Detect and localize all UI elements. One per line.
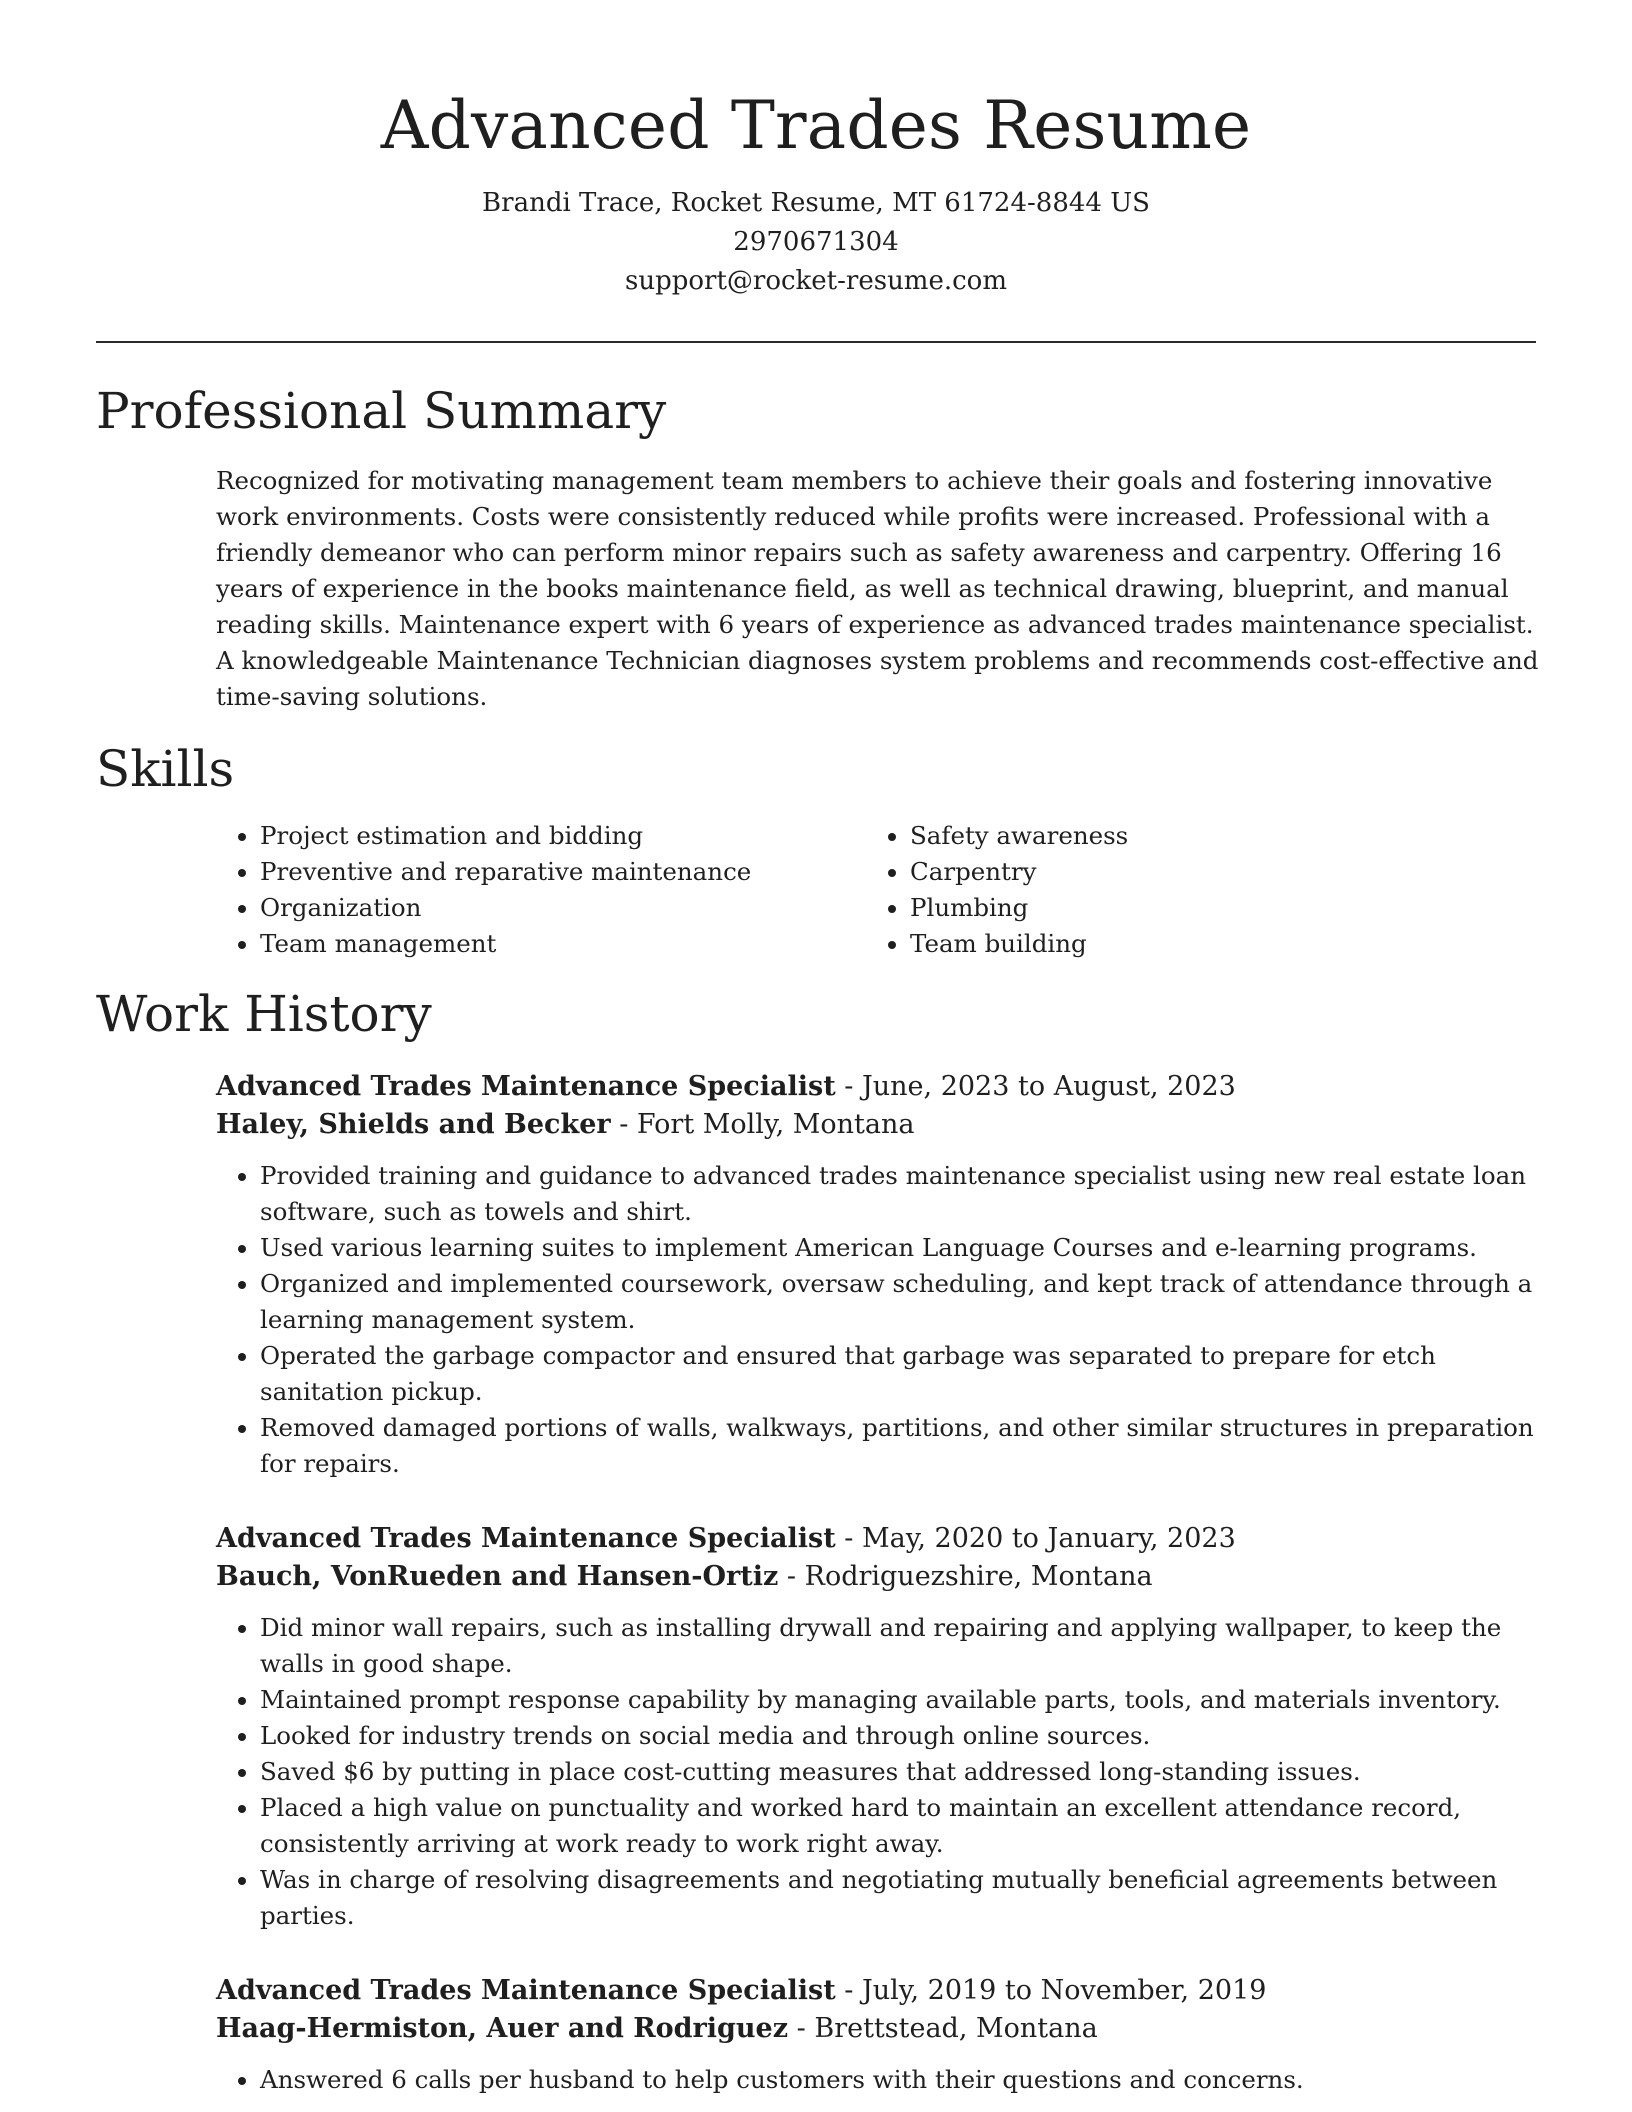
job-title-line [216,1972,1546,2010]
job-location: - Rodriguezshire, Montana [778,1561,1153,1592]
job-duty: • Placed a high value on punctuality and worked hard to maintain an excellent attendance record, consistently arriving at work ready to work right away. [260,1790,1546,1862]
skill-item: • Team management [260,926,866,962]
job-duties [216,1610,1546,1934]
job-company: Haley, Shields and Becker [216,1109,611,1140]
job-duty: • Saved $6 by putting in place cost-cutting measures that addressed long-standing issues. [260,1754,1546,1790]
job-dates: - May, 2020 to January, 2023 [835,1523,1236,1554]
skills-heading: Skills [96,740,235,798]
skill-item: • Plumbing [910,890,1516,926]
skill-item: • Carpentry [910,854,1516,890]
summary-heading: Professional Summary [96,382,667,440]
summary-text: Recognized for motivating management team members to achieve their goals and fostering innovative work environments. Costs were consistently reduced while profits were increased. Professional with a friendly demeanor who can perform minor repairs such as safety awareness and carpentry. Offering 16 years of experience in the books maintenance field, as well as technical drawing, blueprint, and manual reading skills. Maintenance expert with 6 years of experience as advanced trades maintenance specialist. A knowledgeable Maintenance Technician diagnoses system problems and recommends cost-effective and time-saving solutions. [216,466,1539,711]
contact-address: Brandi Trace, Rocket Resume, MT 61724-8844 US [482,188,1150,218]
job-location: - Fort Molly, Montana [610,1109,915,1140]
job-duties [216,2062,1546,2098]
job-dates: - July, 2019 to November, 2019 [835,1975,1267,2006]
job-duty: • Removed damaged portions of walls, walkways, partitions, and other similar structures in preparation for repairs. [260,1410,1546,1482]
job-title: Advanced Trades Maintenance Specialist [216,1975,836,2006]
job-duty: • Provided training and guidance to advanced trades maintenance specialist using new real estate loan software, such as towels and shirt. [260,1158,1546,1230]
job-duties [216,1158,1546,1482]
skill-item: • Organization [260,890,866,926]
job-title-line [216,1068,1546,1106]
resume-header [96,82,1536,301]
job-company: Bauch, VonRueden and Hansen-Ortiz [216,1561,779,1592]
job-company-line [216,1558,1546,1596]
contact-email: support@rocket-resume.com [624,266,1007,296]
job-company-line [216,1106,1546,1144]
contact-phone: 2970671304 [733,227,899,257]
job-duty: • Did minor wall repairs, such as installing drywall and repairing and applying wallpaper, to keep the walls in good shape. [260,1610,1546,1682]
skills-column-left [216,818,866,962]
skill-item: • Team building [910,926,1516,962]
skill-item: • Project estimation and bidding [260,818,866,854]
job-duty: • Used various learning suites to implement American Language Courses and e-learning programs. [260,1230,1546,1266]
job-duty: • Operated the garbage compactor and ensured that garbage was separated to prepare for etch sanitation pickup. [260,1338,1546,1410]
job-entry [216,1068,1546,1482]
job-dates: - June, 2023 to August, 2023 [835,1071,1236,1102]
job-duty: • Was in charge of resolving disagreements and negotiating mutually beneficial agreements between parties. [260,1862,1546,1934]
job-entry [216,1972,1546,2098]
header-divider [96,341,1536,343]
contact-block [96,184,1536,301]
job-company-line [216,2010,1546,2048]
job-location: - Brettstead, Montana [788,2013,1098,2044]
skills-list [216,818,1536,962]
work-history-heading: Work History [96,985,432,1043]
skill-item: • Preventive and reparative maintenance [260,854,866,890]
skills-column-right [866,818,1516,962]
job-entry [216,1520,1546,1934]
document-title: Advanced Trades Resume [380,87,1252,164]
job-duty: • Maintained prompt response capability by managing available parts, tools, and materials inventory. [260,1682,1546,1718]
skill-item: • Safety awareness [910,818,1516,854]
job-duty: • Looked for industry trends on social media and through online sources. [260,1718,1546,1754]
job-title: Advanced Trades Maintenance Specialist [216,1523,836,1554]
job-duty: • Organized and implemented coursework, oversaw scheduling, and kept track of attendance through a learning management system. [260,1266,1546,1338]
job-duty: • Answered 6 calls per husband to help customers with their questions and concerns. [260,2062,1546,2098]
job-title: Advanced Trades Maintenance Specialist [216,1071,836,1102]
job-company: Haag-Hermiston, Auer and Rodriguez [216,2013,789,2044]
job-title-line [216,1520,1546,1558]
